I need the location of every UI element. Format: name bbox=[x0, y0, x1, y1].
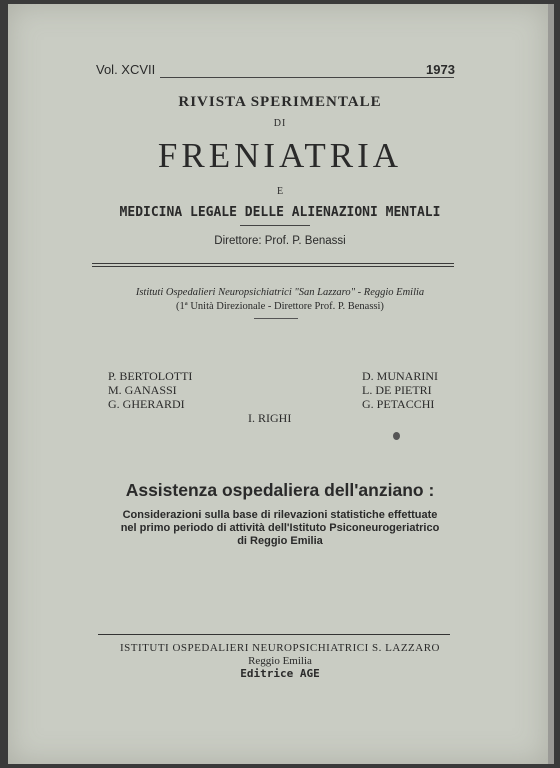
journal-title-e: E bbox=[276, 186, 284, 197]
author-center: I. RIGHI bbox=[248, 411, 292, 425]
article-subtitle-line1: Considerazioni sulla base di rilevazioni statistiche effettuate bbox=[122, 509, 438, 521]
author-right-2: L. DE PIETRI bbox=[362, 383, 432, 397]
journal-name: FRENIATRIA bbox=[157, 136, 403, 175]
ink-spot bbox=[393, 432, 400, 440]
author-left-3: G. GHERARDI bbox=[108, 397, 185, 411]
publisher-name: ISTITUTI OSPEDALIERI NEUROPSICHIATRICI S. LAZZARO bbox=[120, 642, 440, 654]
publisher-imprint: Editrice AGE bbox=[240, 667, 320, 680]
publisher-rule bbox=[98, 634, 450, 635]
institution-unit: (1ª Unità Direzionale - Direttore Prof. P. Benassi) bbox=[176, 301, 384, 312]
institution-name: Istituti Ospedalieri Neuropsichiatrici "San Lazzaro" - Reggio Emilia bbox=[135, 287, 425, 298]
journal-title-line1: RIVISTA SPERIMENTALE bbox=[178, 94, 382, 110]
author-right-3: G. PETACCHI bbox=[362, 397, 435, 411]
double-rule-top bbox=[92, 263, 454, 264]
double-rule-bottom bbox=[92, 266, 454, 267]
journal-title-line2: MEDICINA LEGALE DELLE ALIENAZIONI MENTALI bbox=[119, 205, 441, 220]
author-left-2: M. GANASSI bbox=[108, 383, 177, 397]
journal-director: Direttore: Prof. P. Benassi bbox=[214, 235, 346, 247]
article-subtitle-line3: di Reggio Emilia bbox=[237, 535, 323, 547]
header-rule bbox=[160, 77, 454, 78]
article-title: Assistenza ospedaliera dell'anziano : bbox=[125, 480, 435, 500]
title-underline bbox=[240, 225, 310, 226]
article-subtitle-line2: nel primo periodo di attività dell'Istituto Psiconeurogeriatrico bbox=[120, 522, 440, 534]
author-right-1: D. MUNARINI bbox=[362, 369, 438, 383]
volume-number: Vol. XCVII bbox=[96, 62, 156, 77]
publication-year: 1973 bbox=[426, 62, 455, 77]
institution-rule bbox=[254, 318, 298, 319]
author-left-1: P. BERTOLOTTI bbox=[108, 369, 193, 383]
journal-title-di: DI bbox=[273, 118, 287, 129]
publisher-city: Reggio Emilia bbox=[248, 655, 312, 667]
